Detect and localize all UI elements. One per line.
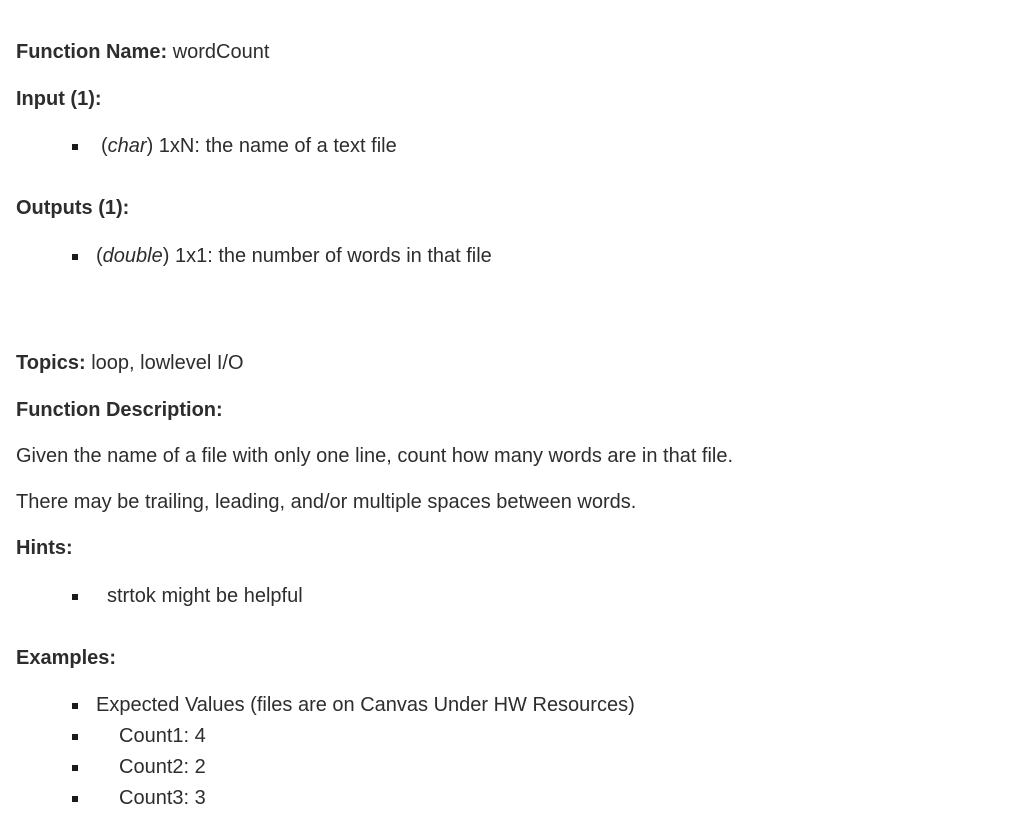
description-paragraph: Given the name of a file with only one line, count how many words are in that file. [16, 445, 734, 467]
input-description: 1xN: the name of a text file [153, 135, 397, 157]
example-item: Expected Values (files are on Canvas Under HW Resources) [96, 694, 635, 716]
hints-heading: Hints: [16, 537, 73, 559]
bullet-icon [72, 594, 78, 600]
topics-line [16, 351, 244, 375]
bullet-icon [72, 254, 78, 260]
function-name-value: wordCount [172, 41, 270, 63]
input-type-close: ) [146, 135, 154, 157]
inputs-heading: Input (1): [16, 88, 102, 110]
function-name-label: Function Name: [16, 41, 168, 63]
bullet-icon [72, 765, 78, 771]
example-item: Count2: 2 [119, 756, 206, 778]
input-item [101, 134, 397, 158]
output-item [96, 244, 492, 268]
topics-value: loop, lowlevel I/O [91, 352, 244, 374]
output-type: double [102, 245, 163, 267]
outputs-heading: Outputs (1): [16, 197, 130, 219]
function-name-line [16, 40, 269, 64]
bullet-icon [72, 796, 78, 802]
input-type: char [107, 135, 147, 157]
bullet-icon [72, 734, 78, 740]
example-item: Count1: 4 [119, 725, 206, 747]
example-item: Count3: 3 [119, 787, 206, 809]
examples-heading: Examples: [16, 647, 117, 669]
description-paragraph: There may be trailing, leading, and/or multiple spaces between words. [16, 491, 637, 513]
hint-item: strtok might be helpful [107, 585, 303, 607]
bullet-icon [72, 703, 78, 709]
output-type-close: ) [162, 245, 170, 267]
output-type-open: ( [96, 245, 103, 267]
bullet-icon [72, 144, 78, 150]
topics-label: Topics: [16, 352, 86, 374]
description-heading: Function Description: [16, 399, 223, 421]
output-description: 1x1: the number of words in that file [169, 245, 492, 267]
input-type-open: ( [101, 135, 108, 157]
